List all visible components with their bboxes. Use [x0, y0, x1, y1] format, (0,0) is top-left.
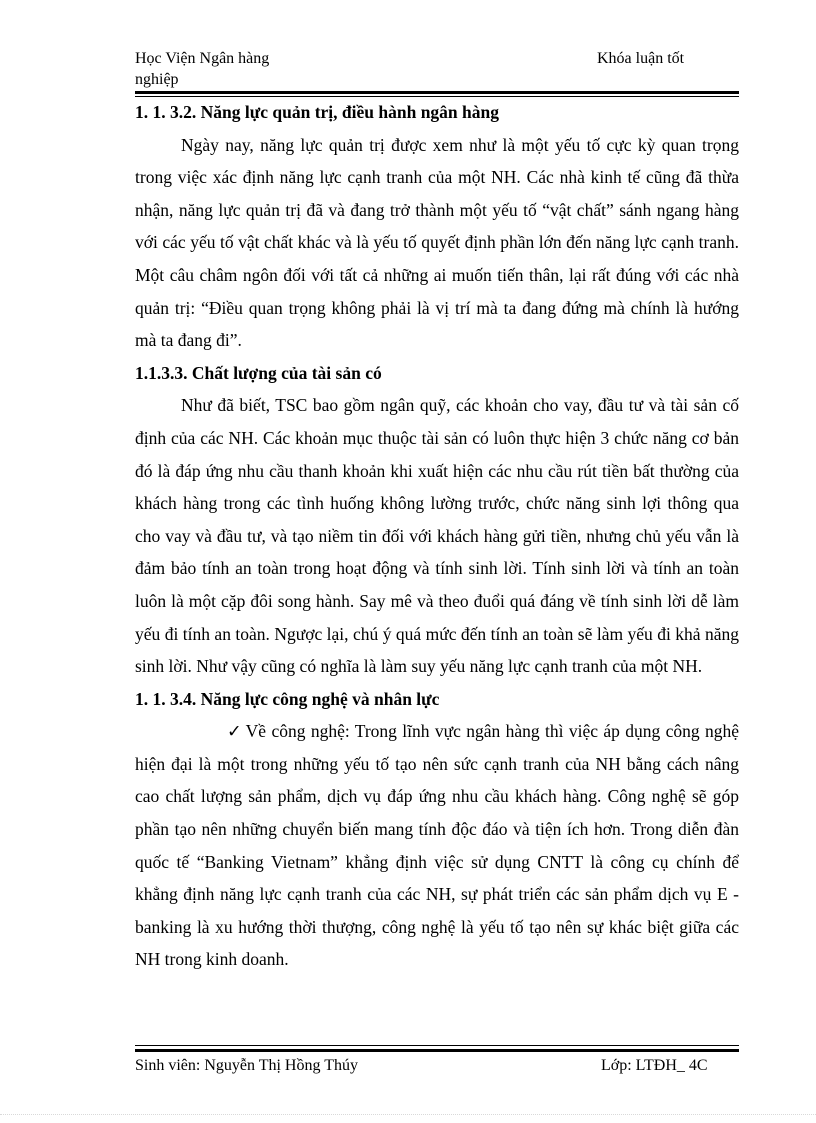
paragraph-3-3: Như đã biết, TSC bao gồm ngân quỹ, các khoản cho vay, đầu tư và tài sản cố định của các NH. Các khoản mục thuộc tài sản có luôn thực hiện 3 chức năng cơ bản đó là đáp ứng nhu cầu thanh khoản khi xuất hiện các nhu cầu rút tiền bất thường của khách hàng trong các tình huống không lường trước, chức năng sinh lợi thông qua cho vay và đầu tư, và tạo niềm tin đối với khách hàng gửi tiền, nhưng chủ yếu vẫn là đảm bảo tính an toàn trong hoạt động và tính sinh lời. Tính sinh lời và tính an toàn luôn là một cặp đôi song hành. Say mê và theo đuổi quá đáng về tính sinh lời dễ làm yếu đi tính an toàn. Ngược lại, chú ý quá mức đến tính an toàn sẽ làm yếu đi khả năng sinh lời. Như vậy cũng có nghĩa là làm suy yếu năng lực cạnh tranh của một NH. — [135, 395, 739, 677]
paragraph-3-2: Ngày nay, năng lực quản trị được xem như là một yếu tố cực kỳ quan trọng trong việc xác định năng lực cạnh tranh của một NH. Các nhà kinh tế cũng đã thừa nhận, năng lực quản trị đã và đang trở thành một yếu tố “vật chất” sánh ngang hàng với các yếu tố vật chất khác và là yếu tố quyết định phần lớn đến năng lực cạnh tranh. Một câu châm ngôn đối với tất cả những ai muốn tiến thân, lại rất đúng với các nhà quản trị: “Điều quan trọng không phải là vị trí mà ta đang đứng mà chính là hướng mà ta đang đi”. — [135, 134, 739, 351]
footer-rule-thin — [135, 1045, 739, 1046]
page-edge-divider — [0, 1114, 816, 1115]
header-school — [135, 48, 269, 90]
header-left-line2: nghiệp — [135, 71, 179, 88]
section-heading-3-2: 1. 1. 3.2. Năng lực quản trị, điều hành ngân hàng — [135, 102, 500, 122]
header-rule-thick — [135, 91, 739, 94]
paragraph-3-4-text: Về công nghệ: Trong lĩnh vực ngân hàng thì việc áp dụng công nghệ hiện đại là một trong những yếu tố tạo nên sức cạnh tranh của NH bằng cách nâng cao chất lượng sản phẩm, dịch vụ đáp ứng nhu cầu khách hàng. Công nghệ sẽ góp phần tạo nên những chuyển biến mang tính độc đáo và tiện ích hơn. Trong diễn đàn quốc tế “Banking Vietnam” khẳng định việc sử dụng CNTT là công cụ chính để khẳng định năng lực cạnh tranh của các NH, sự phát triển các sản phẩm dịch vụ E - banking là xu hướng thời thượng, công nghệ là yếu tố tạo nên sự khác biệt giữa các NH trong kinh doanh. — [135, 721, 739, 970]
section-heading-3-4: 1. 1. 3.4. Năng lực công nghệ và nhân lực — [135, 688, 440, 709]
section-heading-3-3: 1.1.3.3. Chất lượng của tài sản có — [135, 362, 382, 383]
header-right: Khóa luận tốt — [597, 50, 685, 67]
header-left-line1: Học Viện Ngân hàng — [135, 50, 270, 67]
footer-class: Lớp: LTĐH_ 4C — [601, 1057, 708, 1074]
document-body — [135, 96, 739, 976]
paragraph-3-4 — [135, 715, 739, 976]
footer-rule-thick — [135, 1049, 739, 1052]
footer-student: Sinh viên: Nguyễn Thị Hồng Thúy — [135, 1057, 358, 1074]
check-icon: ✓ — [227, 721, 242, 742]
